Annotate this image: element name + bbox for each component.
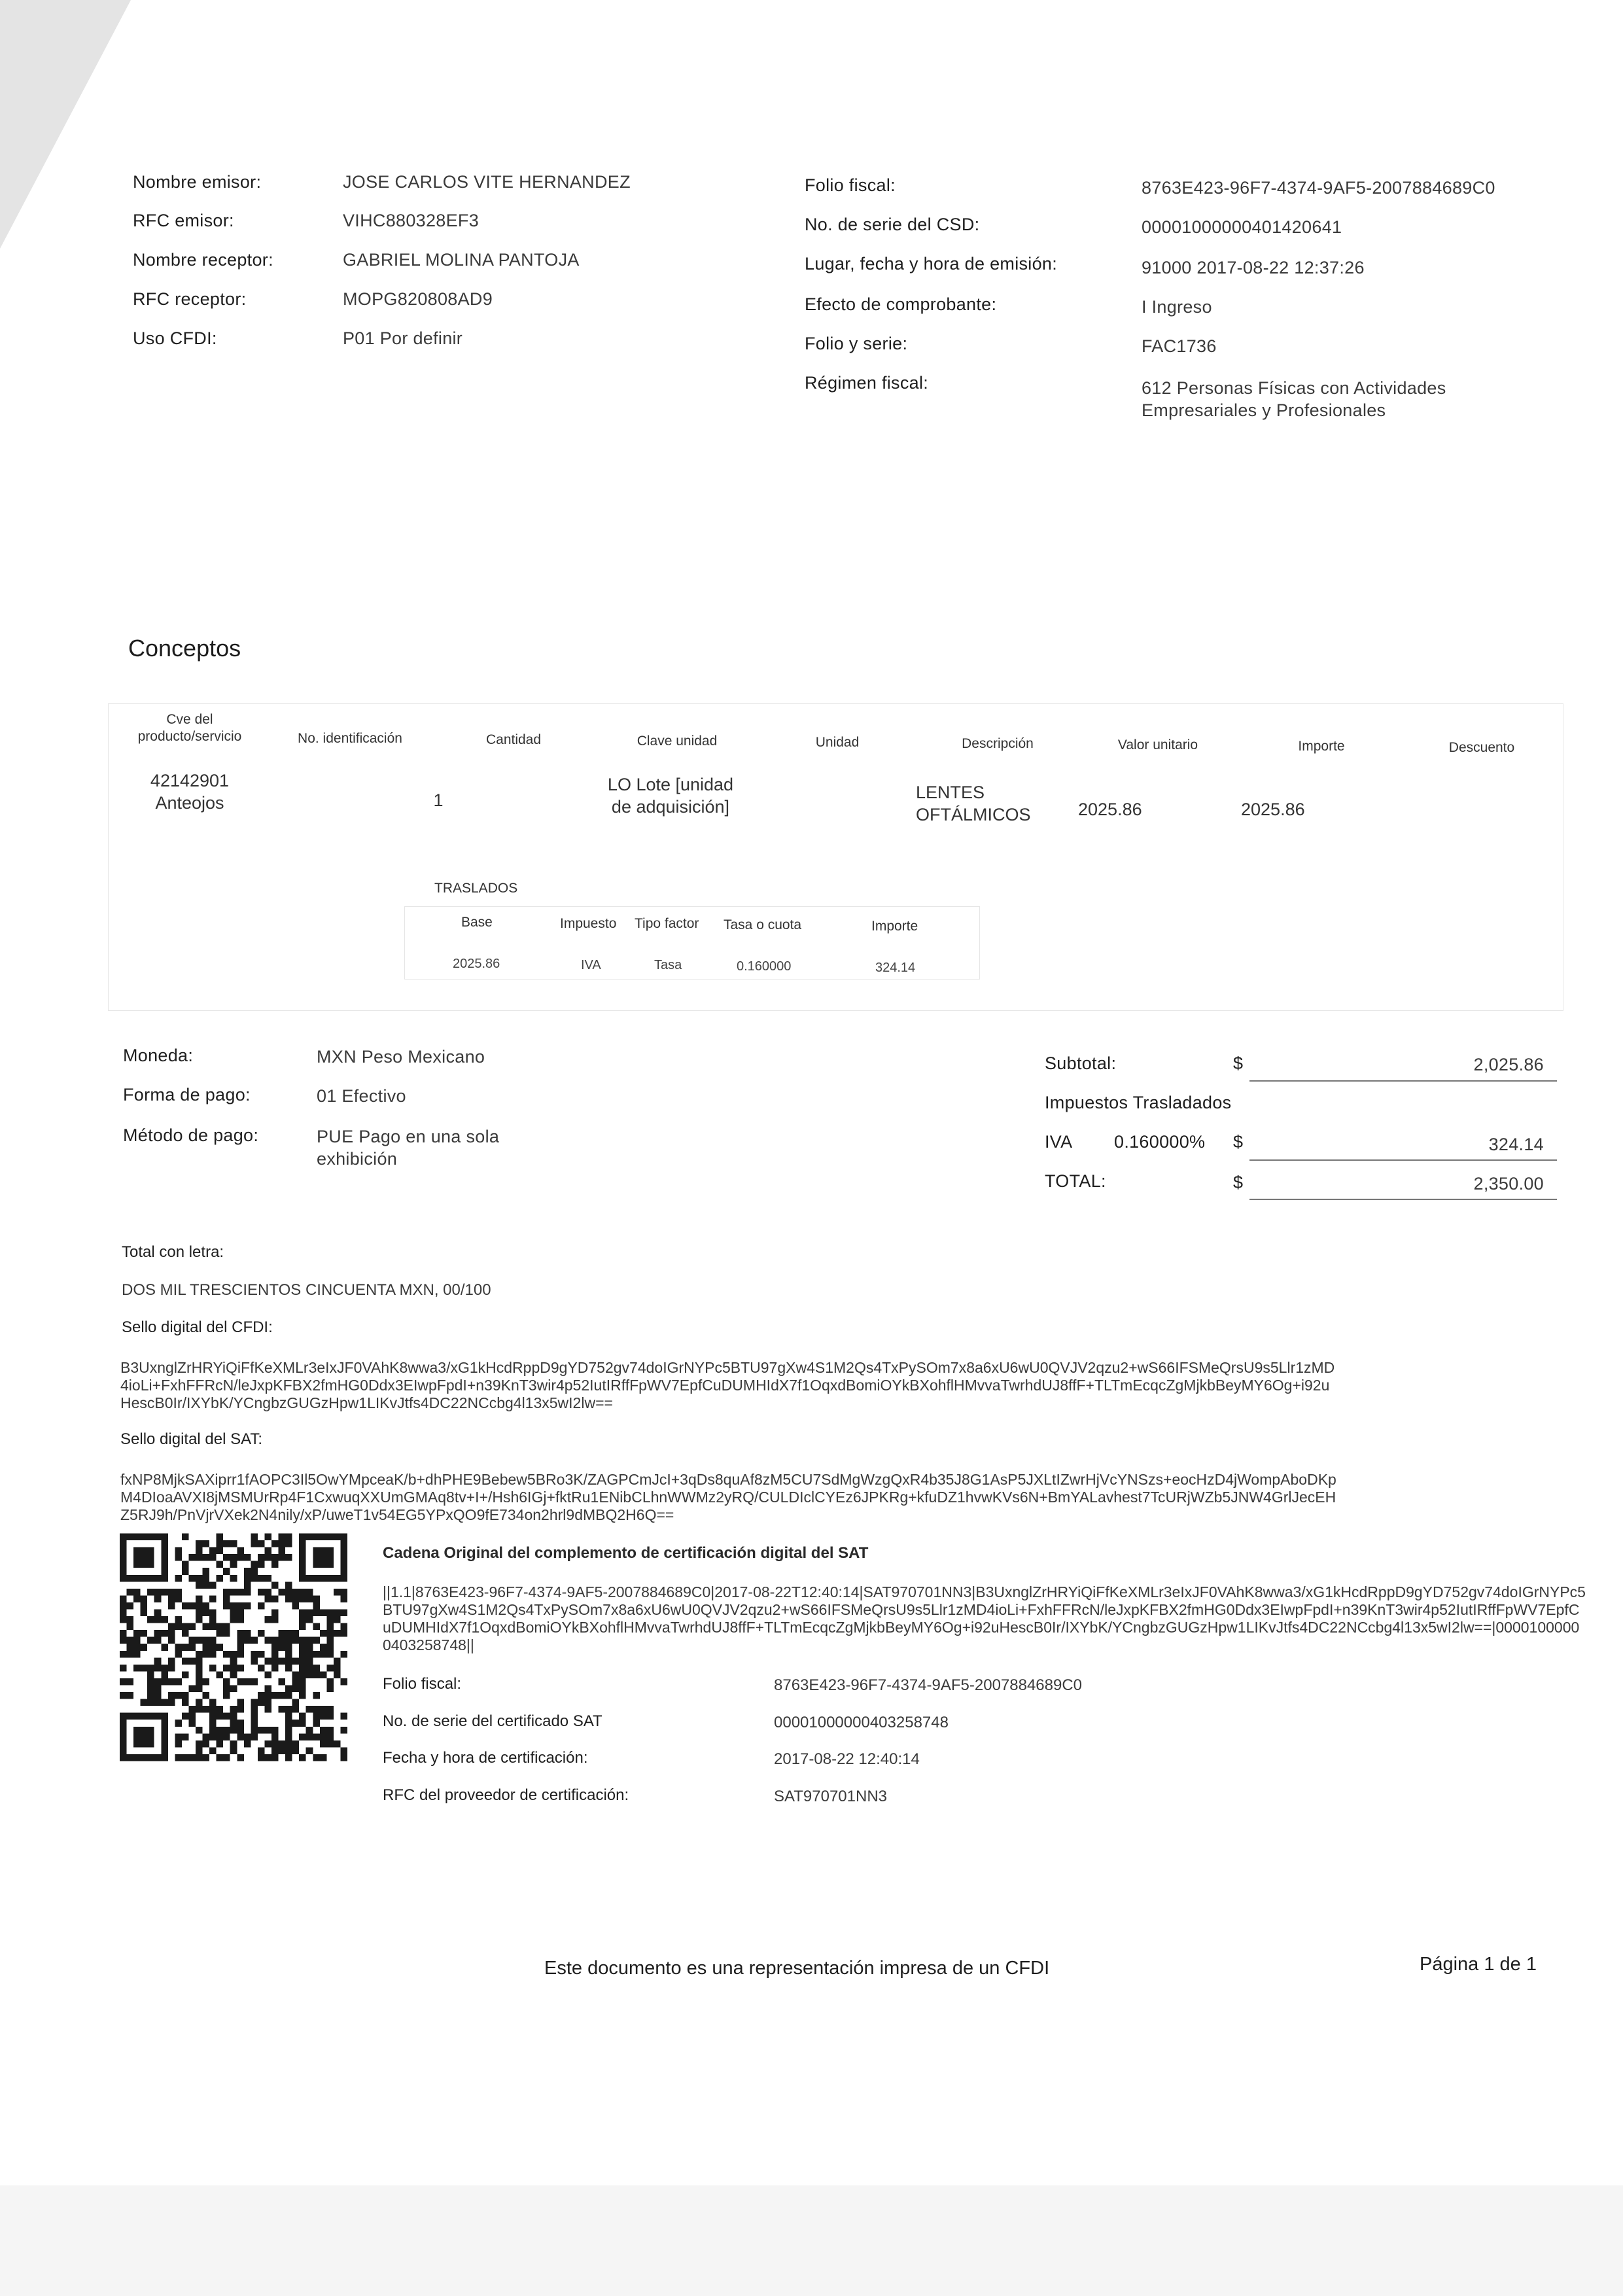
iva-value: 324.14 [1488,1135,1544,1154]
total-currency: $ [1233,1173,1244,1192]
qr-code [120,1531,347,1763]
col-importe: Importe [1298,739,1345,754]
cell-importe: 2025.86 [1241,800,1305,819]
col-cve: Cve del producto/servicio [137,712,242,744]
folio-fiscal-value: 8763E423-96F7-4374-9AF5-2007884689C0 [1142,178,1495,198]
total-underline [1249,1199,1557,1200]
receptor-rfc-value: MOPG820808AD9 [343,289,493,309]
sello-cfdi-label: Sello digital del CFDI: [122,1318,273,1336]
forma-pago-value: 01 Efectivo [317,1086,406,1106]
scan-bottom-margin [0,2185,1623,2296]
folio-serie-value: FAC1736 [1142,336,1217,356]
receptor-name-label: Nombre receptor: [133,250,273,270]
emision-value: 91000 2017-08-22 12:37:26 [1142,258,1365,277]
folded-corner [0,0,131,249]
page-number: Página 1 de 1 [1420,1954,1537,1975]
cert-fecha-label: Fecha y hora de certificación: [383,1749,588,1767]
cert-fecha-value: 2017-08-22 12:40:14 [774,1750,920,1768]
traslado-col-importe: Importe [871,919,918,934]
cert-serie-value: 00001000000403258748 [774,1714,949,1731]
subtotal-value: 2,025.86 [1473,1055,1544,1074]
col-descripcion: Descripción [962,736,1034,751]
moneda-value: MXN Peso Mexicano [317,1047,485,1067]
regimen-value: 612 Personas Físicas con Actividades Empresariales y Profesionales [1142,378,1446,420]
iva-label: IVA [1045,1132,1073,1152]
cert-rfc-label: RFC del proveedor de certificación: [383,1786,629,1804]
emision-label: Lugar, fecha y hora de emisión: [805,254,1058,274]
cell-cantidad: 1 [433,790,444,810]
traslados-title: TRASLADOS [434,881,518,896]
uso-cfdi-label: Uso CFDI: [133,328,217,348]
csd-serie-value: 00001000000401420641 [1142,217,1342,237]
moneda-label: Moneda: [123,1046,194,1065]
iva-rate: 0.160000% [1114,1132,1206,1152]
cadena-value: ||1.1|8763E423-96F7-4374-9AF5-2007884689C0|2017-08-22T12:40:14|SAT970701NN3|B3UxnglZrHRYiQiFfKeXMLr3eIxJF0VAhK8wwa3/xG1kHcdRppD9gYD752gv74doIGrNYPc5BTU97gXw4S1M2Qs4TxPySOm7x8a6xU6wU0QVJV2qzu2+wS66IFSMeQrsU9s5Llr1zMD4ioLi+FxhFFRcN/leJxpKFBX2fmHG0Ddx3EIwpFpdI+n39KnT3wir4p52IutIRffFpWV7EpfCuDUMHIdX7f1OqxdBomiOYkBXohflHMvvaTwrhdUJ8ffF+TLTmEcqcZgMjkbBeyMY6Og+i92uHescB0Ir/IXYbK/YCngbzGUGzHpw1LIKvJtfs4DC22NCcbg4l13x5wI2lw==|00001000000403258748|| [383,1583,1586,1653]
cert-rfc-value: SAT970701NN3 [774,1788,887,1805]
sello-sat-label: Sello digital del SAT: [120,1430,263,1448]
folio-fiscal-label: Folio fiscal: [805,175,896,195]
emisor-name-label: Nombre emisor: [133,172,262,192]
impuestos-trasladados-label: Impuestos Trasladados [1045,1093,1232,1112]
cell-descripcion: LENTES OFTÁLMICOS [916,783,1031,824]
subtotal-label: Subtotal: [1045,1053,1117,1073]
cell-clave-unidad: LO Lote [unidad de adquisición] [607,775,734,817]
cell-valor-unitario: 2025.86 [1078,800,1142,819]
folio-serie-label: Folio y serie: [805,334,908,353]
traslado-base: 2025.86 [453,957,500,971]
total-letra-value: DOS MIL TRESCIENTOS CINCUENTA MXN, 00/100 [122,1281,491,1299]
receptor-rfc-label: RFC receptor: [133,289,247,309]
traslado-tasa: 0.160000 [737,959,792,974]
traslado-col-base: Base [461,915,493,930]
col-no-id: No. identificación [298,731,402,746]
col-clave-unidad: Clave unidad [637,733,718,749]
traslado-tipo-factor: Tasa [654,958,682,972]
total-letra-label: Total con letra: [122,1243,224,1261]
regimen-label: Régimen fiscal: [805,373,929,393]
traslado-impuesto: IVA [581,958,601,972]
subtotal-currency: $ [1233,1053,1244,1073]
iva-currency: $ [1233,1132,1244,1152]
total-value: 2,350.00 [1473,1174,1544,1193]
emisor-name-value: JOSE CARLOS VITE HERNANDEZ [343,172,631,192]
uso-cfdi-value: P01 Por definir [343,328,463,348]
metodo-pago-value: PUE Pago en una sola exhibición [317,1127,500,1169]
traslado-col-impuesto: Impuesto [560,916,617,931]
csd-serie-label: No. de serie del CSD: [805,215,980,234]
efecto-value: I Ingreso [1142,297,1212,317]
emisor-rfc-value: VIHC880328EF3 [343,211,480,230]
col-unidad: Unidad [815,735,860,750]
cert-folio-value: 8763E423-96F7-4374-9AF5-2007884689C0 [774,1676,1083,1694]
total-label: TOTAL: [1045,1171,1106,1191]
traslado-col-tasa: Tasa o cuota [724,917,802,932]
col-cantidad: Cantidad [485,732,542,747]
cell-cve: 42142901 Anteojos [150,771,230,813]
traslado-col-tipo-factor: Tipo factor [635,916,699,931]
col-descuento: Descuento [1448,740,1515,755]
emisor-rfc-label: RFC emisor: [133,211,234,230]
efecto-label: Efecto de comprobante: [805,294,997,314]
metodo-pago-label: Método de pago: [123,1125,259,1145]
subtotal-underline [1249,1080,1557,1082]
conceptos-title: Conceptos [128,635,241,662]
cert-serie-label: No. de serie del certificado SAT [383,1712,602,1730]
col-valor-unitario: Valor unitario [1117,737,1198,752]
forma-pago-label: Forma de pago: [123,1085,251,1104]
receptor-name-value: GABRIEL MOLINA PANTOJA [343,250,580,270]
traslado-importe: 324.14 [875,961,916,975]
cert-folio-label: Folio fiscal: [383,1675,462,1693]
sello-cfdi-value: B3UxnglZrHRYiQiFfKeXMLr3eIxJF0VAhK8wwa3/xG1kHcdRppD9gYD752gv74doIGrNYPc5BTU97gXw4S1M2Qs4TxPySOm7x8a6xU6wU0QVJV2qzu2+wS66IFSMeQrsU9s5Llr1zMD4ioLi+FxhFFRcN/leJxpKFBX2fmHG0Ddx3EIwpFpdI+n39KnT3wir4p52IutIRffFpWV7EpfCuDUMHIdX7f1OqxdBomiOYkBXohflHMvvaTwrhdUJ8ffF+TLTmEcqcZgMjkbBeyMY6Og+i92uHescB0Ir/IXYbK/YCngbzGUGzHpw1LIKvJtfs4DC22NCcbg4l13x5wI2lw== [120,1359,1335,1411]
sello-sat-value: fxNP8MjkSAXiprr1fAOPC3Il5OwYMpceaK/b+dhPHE9Bebew5BRo3K/ZAGPCmJcI+3qDs8quAf8zM5CU7SdMgWzgQxR4b35J8G1AsP5JXLtIZwrHjVcYNSzs+eocHzD4jWompAboDKpM4DIoaAVXI8jMSMUrRp4F1CxwuqXXUmGMAq8tv+I+/Hsh6IGj+fktRu1ENibCLhnWWMz2yRQ/CULDIclCYEz6JPKRg+kfuDZ1hvwKVs6N+BmYALavhest7TcURjWZb5JNW4GrlJecEHZ5RJ9h/PnVjrVXek2N4nily/xP/uweT1v54EG5YPxQO9fE734on2hrl9dMBQ2H6Q== [120,1471,1336,1523]
footer-note: Este documento es una representación impresa de un CFDI [544,1958,1050,1979]
cadena-title: Cadena Original del complemento de certificación digital del SAT [383,1544,869,1562]
iva-underline [1249,1159,1557,1161]
